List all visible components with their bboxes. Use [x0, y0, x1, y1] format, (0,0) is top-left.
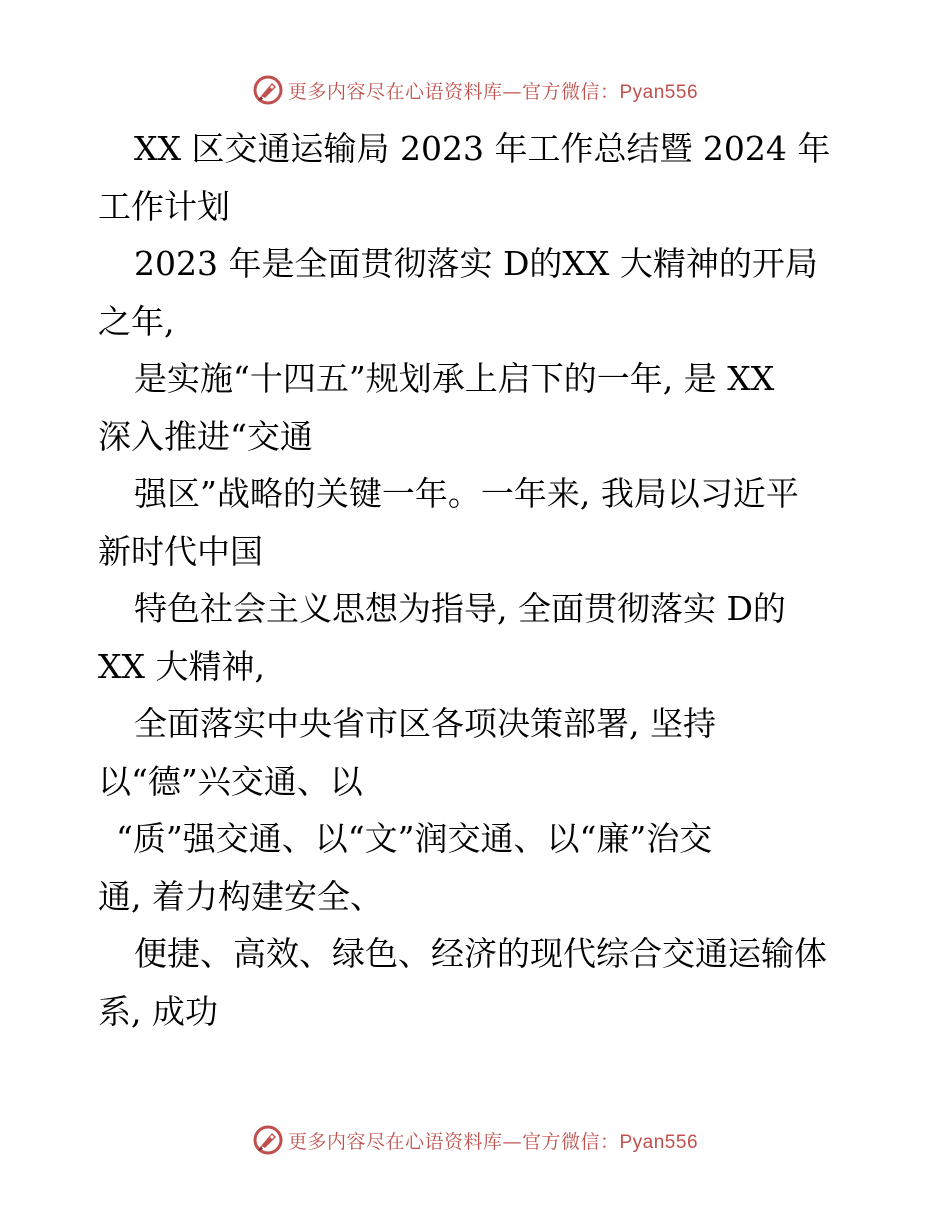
pen-nib-logo-icon [252, 1124, 284, 1156]
paragraph-line: 特色社会主义思想为指导, 全面贯彻落实 D的 [134, 589, 786, 628]
paragraph-line: 强区”战略的关键一年。一年来, 我局以习近平 [134, 474, 799, 513]
paragraph-line: “质”强交通、以“文”润交通、以“廉”治交 [116, 819, 713, 858]
header-banner-text: 更多内容尽在心语资料库—官方微信：Pyan556 [287, 80, 699, 103]
pen-nib-logo-icon [252, 74, 284, 106]
paragraph-line: 是实施“十四五”规划承上启下的一年, 是 XX [134, 359, 775, 398]
paragraph-line: 深入推进“交通 [98, 416, 313, 456]
paragraph-line: 新时代中国 [98, 531, 263, 571]
paragraph-line: 以“德”兴交通、以 [98, 761, 363, 801]
header-banner [0, 70, 950, 110]
paragraph-line: 全面落实中央省市区各项决策部署, 坚持 [134, 704, 716, 743]
footer-banner-text: 更多内容尽在心语资料库—官方微信：Pyan556 [287, 1130, 699, 1153]
footer-banner [0, 1120, 950, 1160]
paragraph-line: 之年, [98, 301, 175, 341]
document-title-line-1: XX 区交通运输局 2023 年工作总结暨 2024 年 [134, 129, 831, 168]
paragraph-line: XX 大精神, [98, 646, 265, 686]
document-title-line-2: 工作计划 [98, 186, 230, 226]
paragraph-line: 系, 成功 [98, 991, 218, 1031]
paragraph-line: 2023 年是全面贯彻落实 D的XX 大精神的开局 [134, 244, 818, 283]
paragraph-line: 便捷、高效、绿色、经济的现代综合交通运输体 [134, 934, 827, 973]
document-body [98, 120, 858, 1040]
paragraph-line: 通, 着力构建安全、 [98, 876, 383, 916]
